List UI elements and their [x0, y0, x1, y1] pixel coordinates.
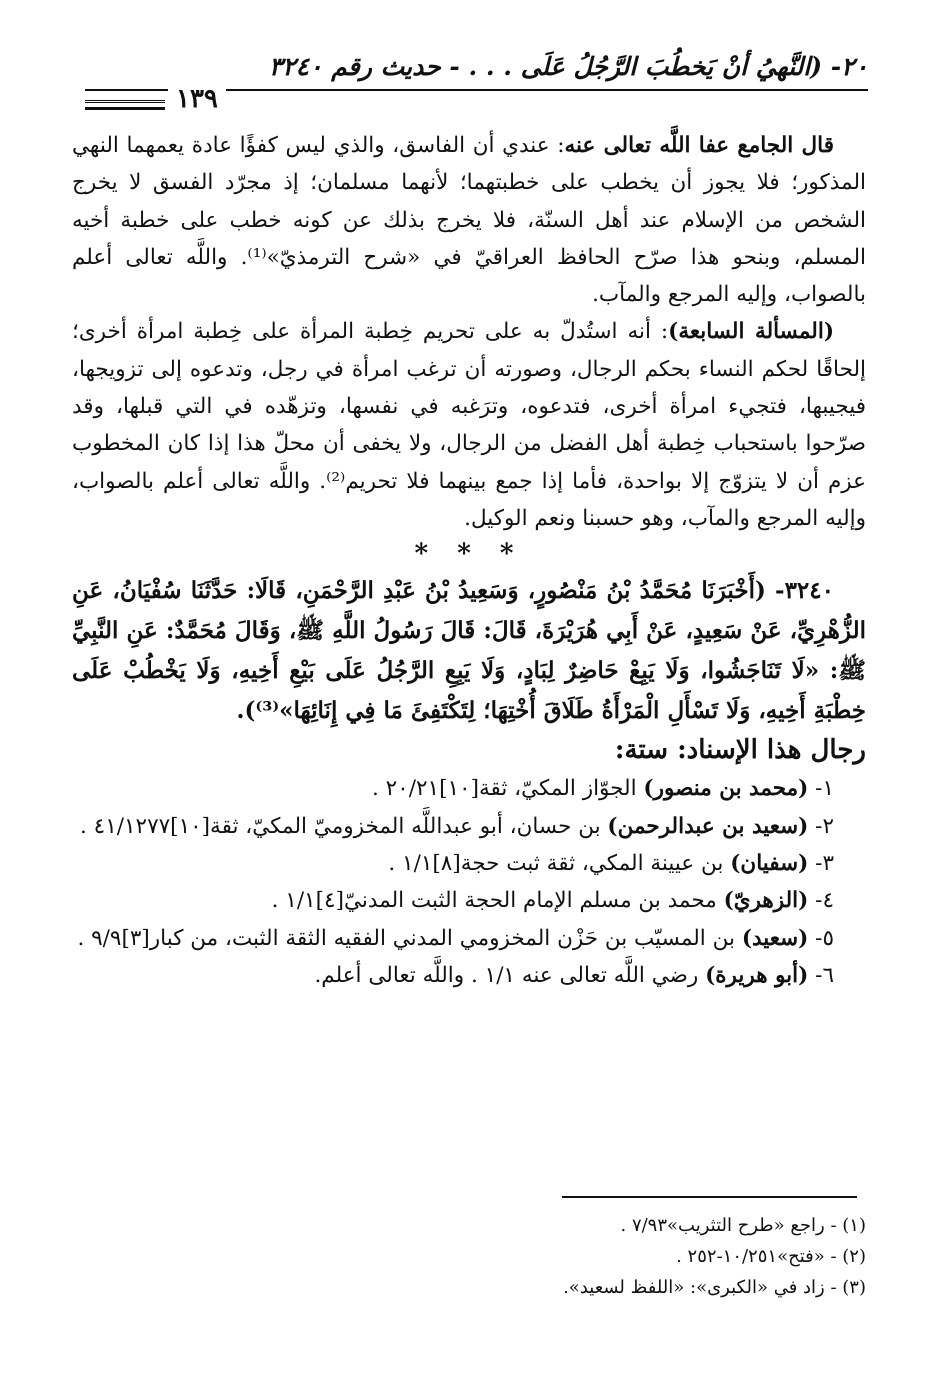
narrator-item [72, 957, 866, 994]
narrator-description: رضي اللَّه تعالى عنه ١/١ . واللَّه تعالى أعلم. [314, 962, 706, 988]
narrator-name: (سعيد) [741, 925, 809, 951]
page-number: ١٣٩ [168, 84, 226, 114]
narrator-item [72, 808, 866, 845]
narrator-number: ٤- [808, 888, 834, 914]
narrator-item [72, 845, 866, 882]
narrator-name: (محمد بن منصور) [643, 776, 809, 802]
footnote-separator [562, 1196, 857, 1198]
paragraph-body: : أنه استُدلّ به على تحريم خِطبة المرأة على خِطبة امرأة أخرى؛ إلحاقًا لحكم النساء بحكم الرجال، وصورته أن ترغب امرأة في رجل، وتدعوه إلى تزويجها، فيجيبها، فتجيء امرأة أخرى، فتدعوه، وترَغبه في نفسها، وتزهّده في التي قبلها، وقد صرّحوا باستحباب خِطبة أهل الفضل من الرجال، ولا يخفى أن محلّ هذا إذا كان المخطوب عزم أن لا يتزوّج إلا بواحدة، فأما إذا جمع بينهما فلا تحريم⁽²⁾. واللَّه تعالى أعلم بالصواب، وإليه المرجع والمآب، وهو حسبنا ونعم الوكيل. [72, 319, 866, 531]
narrator-item [72, 770, 866, 807]
paragraph-body: : عندي أن الفاسق، والذي ليس كفؤًا عادة يعمهما النهي المذكور؛ فلا يجوز أن يخطب على خطبتهما؛ لأنهما مسلمان؛ إذ مجرّد الفسق لا يخرج الشخص من الإسلام عند أهل السنّة، فلا يخرج بذلك عن كونه خطب على خطبة أخيه المسلم، وبنحو هذا صرّح الحافظ العراقيّ في «شرح الترمذيّ»⁽¹⁾. واللَّه تعالى أعلم بالصواب، وإليه المرجع والمآب. [72, 133, 866, 308]
narrator-name: (الزهريّ) [723, 888, 809, 914]
footnotes [300, 1210, 866, 1303]
narrator-number: ٦- [808, 962, 834, 988]
narrator-item [72, 920, 866, 957]
paragraph-seventh-issue [72, 313, 866, 537]
footnote: (٣) - زاد في «الكبرى»: «اللفظ لسعيد». [563, 1277, 866, 1298]
narrator-item [72, 882, 866, 919]
footnote: (٢) - «فتح»١٠/٢٥١-٢٥٢ . [676, 1246, 866, 1267]
narrator-description: الجوّاز المكيّ، ثقة[١٠]٢٠/٢١ . [371, 776, 644, 802]
narrator-number: ٢- [808, 813, 834, 839]
narrator-description: بن حسان، أبو عبداللَّه المخزوميّ المكيّ، ثقة[١٠]٤١/١٢٧٧ . [79, 813, 608, 839]
paragraph-jami-comment [72, 127, 866, 313]
narrator-description: بن عيينة المكي، ثقة ثبت حجة[٨]١/١ . [388, 851, 731, 877]
hadith-text: ٣٢٤٠- (أَخْبَرَنَا مُحَمَّدُ بْنُ مَنْصُورٍ، وَسَعِيدُ بْنُ عَبْدِ الرَّحْمَنِ، قَالَا: حَدَّثَنَا سُفْيَانُ، عَنِ الزُّهْرِيِّ، عَنْ سَعِيدٍ، عَنْ أَبِي هُرَيْرَةَ، قَالَ: قَالَ رَسُولُ اللَّهِ ﷺ، وَقَالَ مُحَمَّدٌ: عَنِ النَّبِيِّ ﷺ: «لَا تَنَاجَشُوا، وَلَا يَبِعْ حَاضِرٌ لِبَادٍ، وَلَا يَبِعِ الرَّجُلُ عَلَى بَيْعِ أَخِيهِ، وَلَا يَخْطُبْ عَلَى خِطْبَةِ أَخِيهِ، وَلَا تَسْأَلِ الْمَرْأَةُ طَلَاقَ أُخْتِهَا؛ لِتَكْتَفِئَ مَا فِي إِنَائِهَا»⁽³⁾). [72, 577, 866, 724]
footnote: (١) - راجع «طرح التثريب»٧/٩٣ . [620, 1215, 866, 1236]
main-text [72, 127, 866, 994]
narrator-number: ١- [808, 776, 834, 802]
narrator-description: محمد بن مسلم الإمام الحجة الثبت المدنيّ[٤]١/١ . [271, 888, 724, 914]
header-double-rule [85, 100, 165, 110]
narrator-number: ٥- [808, 925, 834, 951]
narrator-description: بن المسيّب بن حَزْن المخزومي المدني الفقيه الثقة الثبت، من كبار[٣]٩/٩ . [77, 925, 742, 951]
narrator-name: (أبو هريرة) [705, 962, 809, 988]
narrator-name: (سفيان) [730, 851, 809, 877]
narrators-heading: رجال هذا الإسناد: ستة: [614, 735, 866, 766]
paragraph-lead: قال الجامع عفا اللَّه تعالى عنه [564, 133, 834, 158]
narrator-name: (سعيد بن عبدالرحمن) [607, 813, 809, 839]
section-separator: * * * [414, 539, 524, 570]
paragraph-lead: (المسألة السابعة) [668, 319, 834, 345]
narrator-number: ٣- [808, 851, 834, 877]
running-header-title: ٢٠- (النَّهيُ أنْ يَخطُبَ الرَّجُلُ عَلَى . . . - حديث رقم ٣٢٤٠ [268, 52, 868, 81]
